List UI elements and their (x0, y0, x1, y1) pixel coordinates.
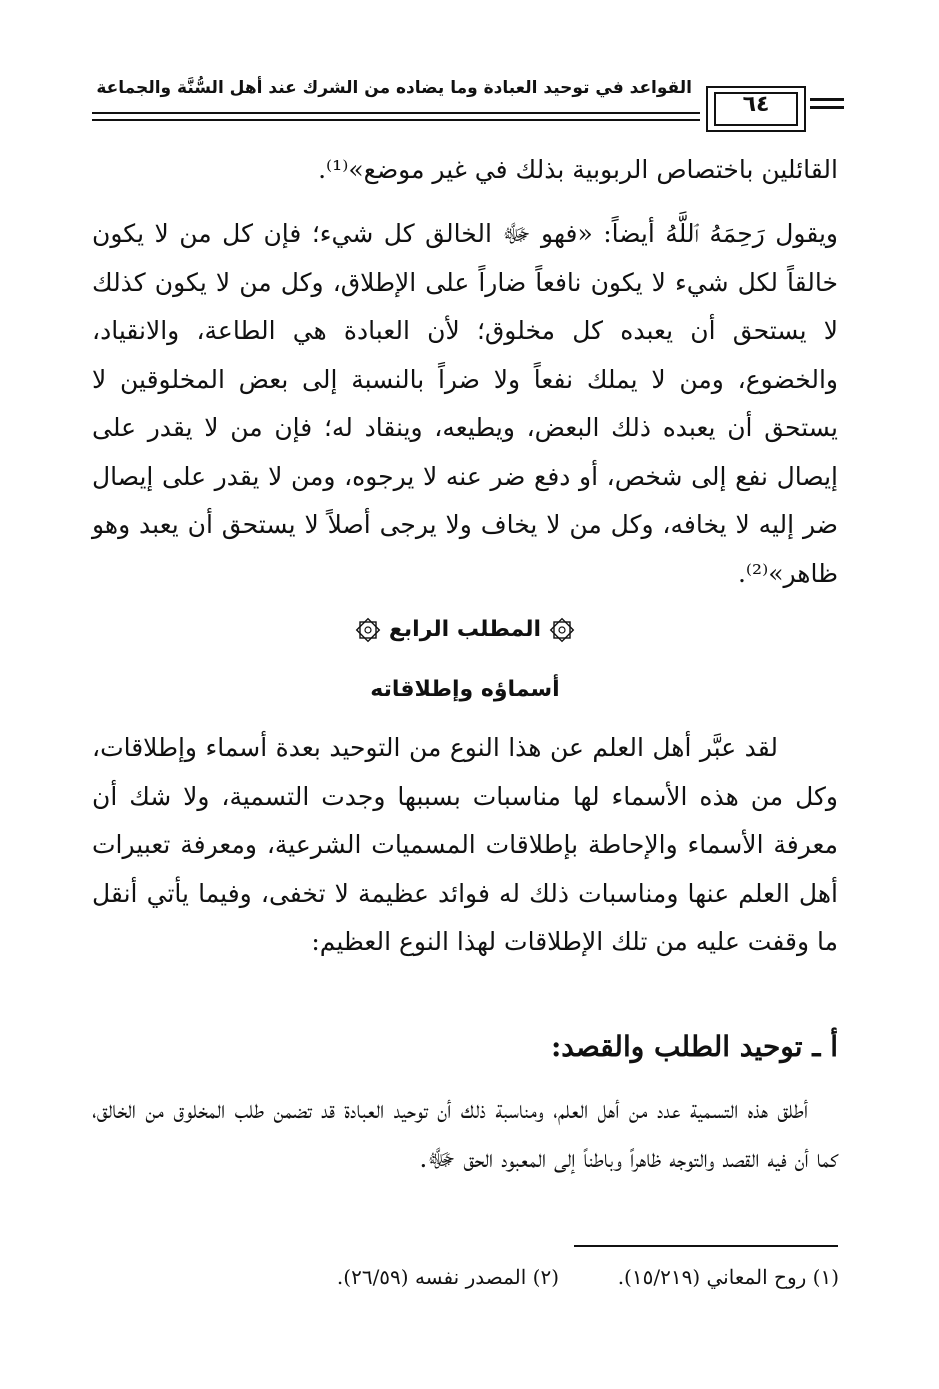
header-ornament-bars (810, 98, 844, 118)
footnote-separator (574, 1245, 838, 1247)
octagram-ornament-icon (355, 617, 381, 643)
header-rule-bottom (92, 119, 700, 121)
octagram-ornament-icon (549, 617, 575, 643)
section-title: المطلب الرابع (388, 617, 542, 642)
paragraph-4: أطلق هذه التسمية عدد من أهل العلم، ومناسبة ذلك أن توحيد العبادة قد تضمن طلب المخلوق من الخالق، كما أن فيه القصد والتوجه ظاهراً وباطناً إلى المعبود الحق ﷻ. (92, 1095, 838, 1173)
paragraph-2: ويقول رَحِمَهُ ٱللَّهُ أيضاً: «فهو ﷻ الخالق كل شيء؛ فإن كل من لا يكون خالقاً لكل شيء لا يكون نافعاً ضاراً على الإطلاق، وكل من لا يكون كذلك لا يستحق أن يعبده كل مخلوق؛ لأن العبادة هي الطاعة، والانقياد، والخضوع، ومن لا يملك نفعاً ولا ضراً بالنسبة إلى بعض المخلوقين لا يستحق أن يعبده ذلك البعض، ويطيعه، وينقاد له؛ فإن من لا يقدر على إيصال نفع إلى شخص، أو دفع ضر عنه لا يرجوه، ومن لا يقدر على إيصال ضر إليه لا يخافه، وكل من لا يخاف ولا يرجى أصلاً لا يستحق أن يعبد وهو ظاهر»⁽²⁾. (92, 219, 838, 588)
section-title-row (92, 612, 838, 648)
paragraph-1: القائلين باختصاص الربوبية بذلك في غير موضع»⁽¹⁾. (318, 155, 838, 184)
page-number-box (706, 86, 806, 132)
subheading-a: أ ـ توحيد الطلب والقصد: (550, 1030, 838, 1063)
page-number: ٦٤ (742, 92, 770, 117)
footnote-2: (٢) المصدر نفسه (٢٦/٥٩). (336, 1265, 559, 1289)
section-subtitle: أسماؤه وإطلاقاته (370, 677, 560, 702)
paragraph-3: لقد عبَّر أهل العلم عن هذا النوع من التوحيد بعدة أسماء وإطلاقات، وكل من هذه الأسماء لها مناسبات بسببها وجدت التسمية، ولا شك أن معرفة الأسماء والإحاطة بإطلاقات المسميات الشرعية، ومعرفة تعبيرات أهل العلم عنها ومناسبات ذلك له فوائد عظيمة لا تخفى، وفيما يأتي أنقل ما وقفت عليه من تلك الإطلاقات لهذا النوع العظيم: (92, 733, 838, 956)
header-rule-top (92, 112, 700, 114)
running-title: القواعد في توحيد العبادة وما يضاده من الشرك عند أهل السُّنَّة والجماعة (96, 78, 692, 98)
footnote-1: (١) روح المعاني (١٥/٢١٩). (617, 1265, 839, 1289)
